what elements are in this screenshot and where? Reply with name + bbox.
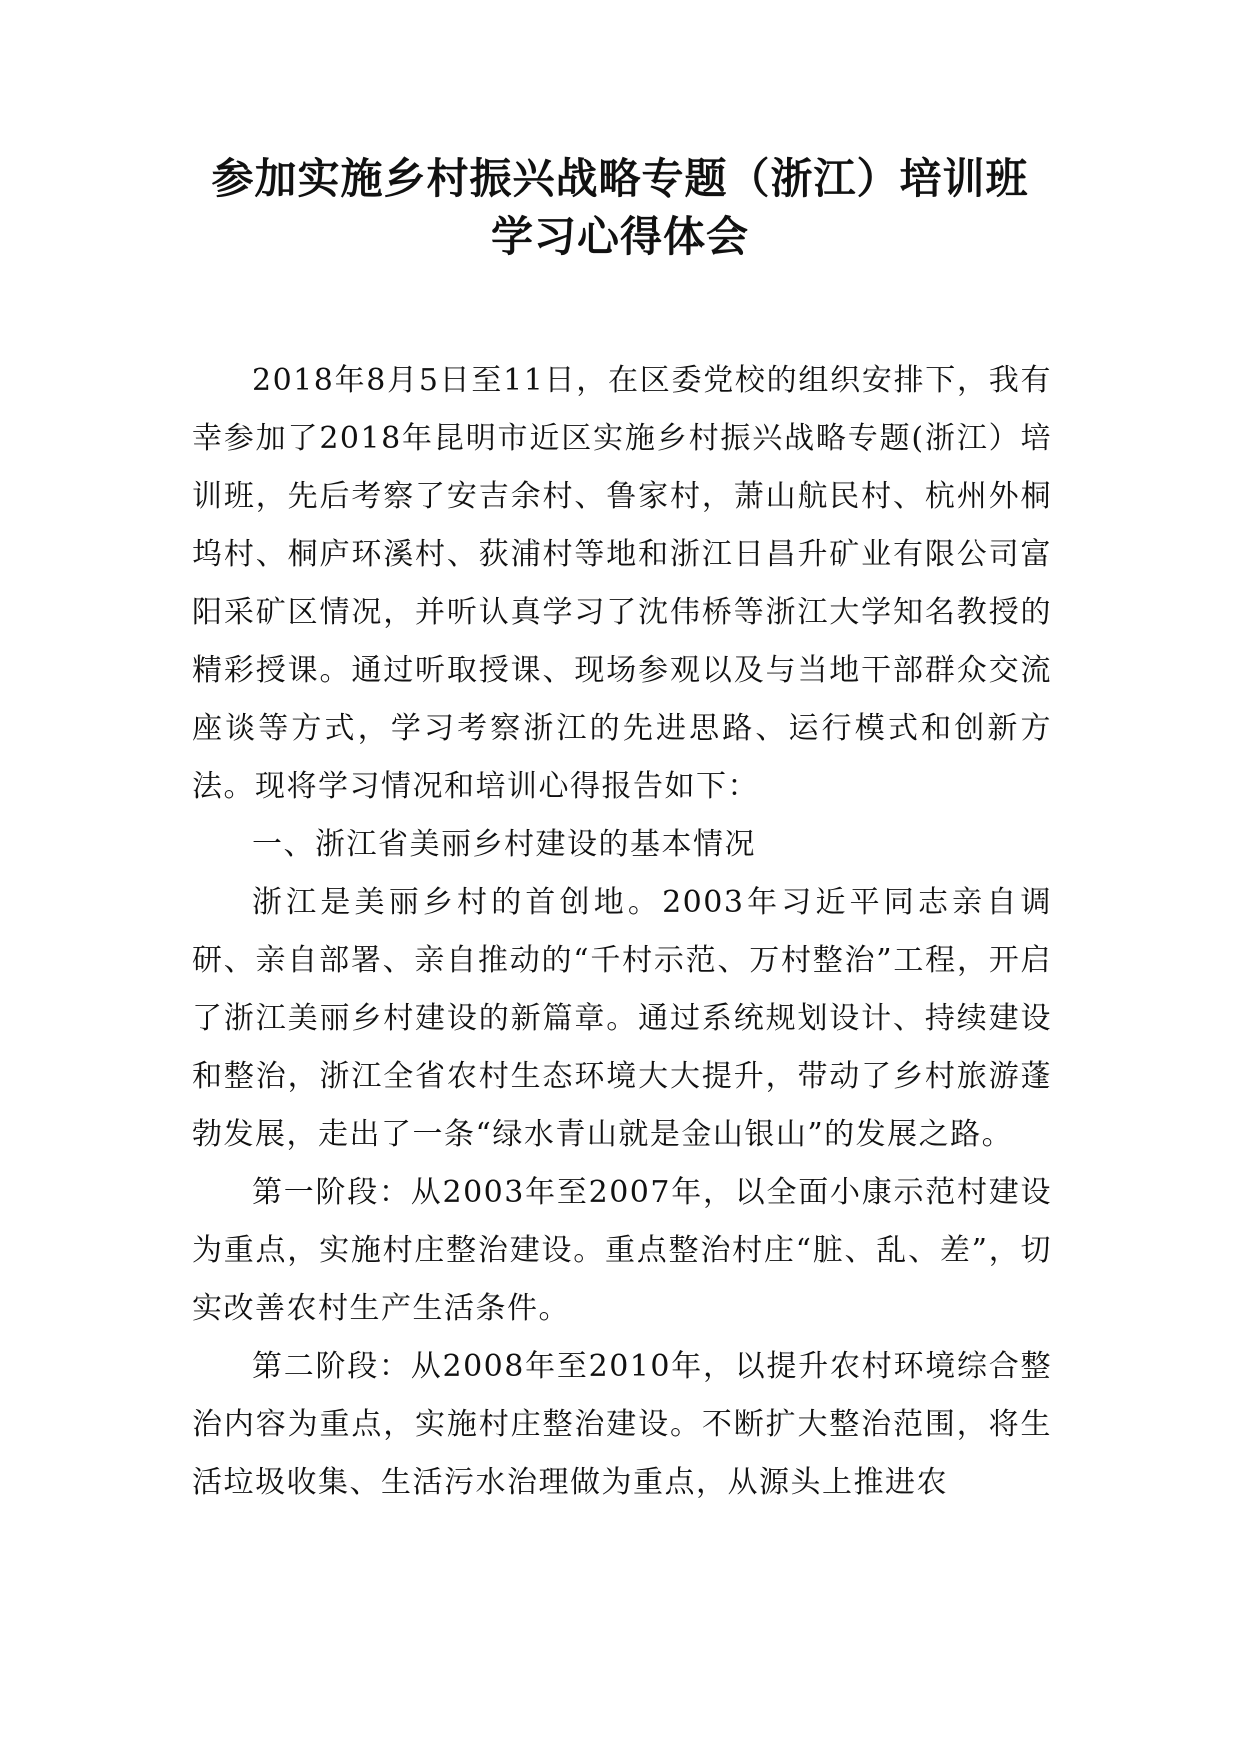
paragraph-stage-2: 第二阶段：从2008年至2010年，以提升农村环境综合整治内容为重点，实施村庄整治建设。不断扩大整治范围，将生活垃圾收集、生活污水治理做为重点，从源头上推进农 bbox=[192, 1349, 1052, 1500]
section-heading-1: 一、浙江省美丽乡村建设的基本情况 bbox=[252, 827, 756, 862]
title-line-1: 参加实施乡村振兴战略专题（浙江）培训班 bbox=[211, 154, 1029, 203]
document-body bbox=[192, 352, 1052, 1512]
document-title bbox=[170, 150, 1070, 266]
paragraph-intro: 2018年8月5日至11日，在区委党校的组织安排下，我有幸参加了2018年昆明市近区实施乡村振兴战略专题(浙江）培训班，先后考察了安吉余村、鲁家村，萧山航民村、杭州外桐坞村、桐庐环溪村、荻浦村等地和浙江日昌升矿业有限公司富阳采矿区情况，并听认真学习了沈伟桥等浙江大学知名教授的精彩授课。通过听取授课、现场参观以及与当地干部群众交流座谈等方式，学习考察浙江的先进思路、运行模式和创新方法。现将学习情况和培训心得报告如下： bbox=[192, 363, 1052, 804]
paragraph-overview: 浙江是美丽乡村的首创地。2003年习近平同志亲自调研、亲自部署、亲自推动的“千村示范、万村整治”工程，开启了浙江美丽乡村建设的新篇章。通过系统规划设计、持续建设和整治，浙江全省农村生态环境大大提升，带动了乡村旅游蓬勃发展，走出了一条“绿水青山就是金山银山”的发展之路。 bbox=[192, 885, 1052, 1152]
title-line-2: 学习心得体会 bbox=[490, 212, 749, 261]
paragraph-stage-1: 第一阶段：从2003年至2007年，以全面小康示范村建设为重点，实施村庄整治建设。重点整治村庄“脏、乱、差”，切实改善农村生产生活条件。 bbox=[192, 1175, 1052, 1326]
